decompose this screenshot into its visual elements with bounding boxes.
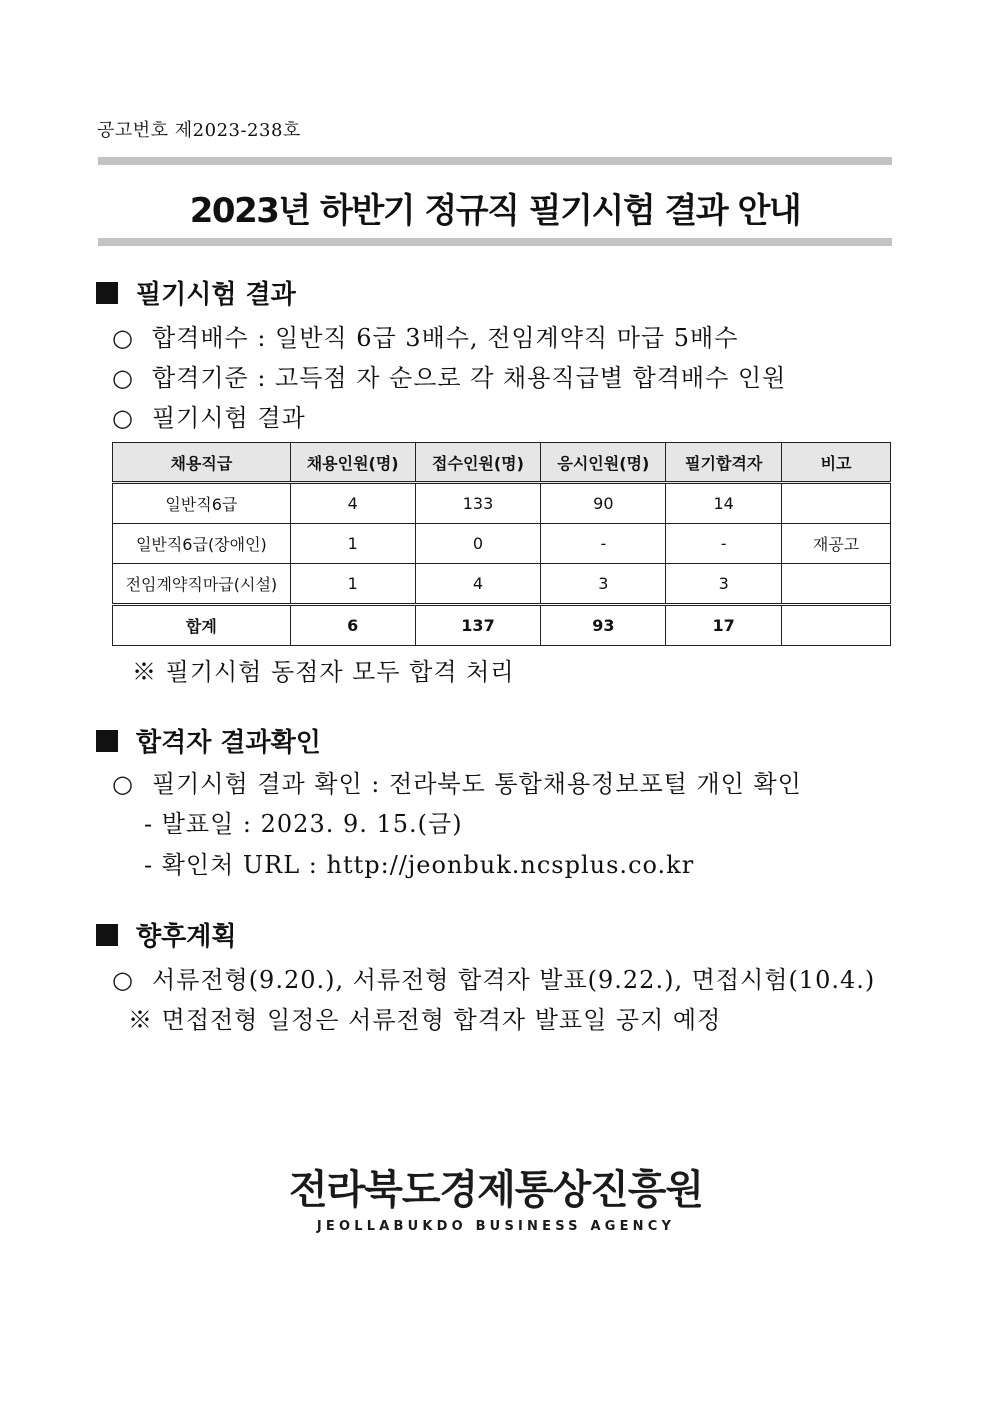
table-cell: 일반직6급 [113,483,291,524]
org-name-en: JEOLLABUKDO BUSINESS AGENCY [316,1219,676,1234]
title-top-bar [98,157,892,165]
table-cell: 14 [666,483,782,524]
circle-bullet-icon: ○ [112,364,134,392]
table-cell: 6 [290,605,415,646]
table-cell: - [541,524,666,564]
list-item [112,398,306,433]
table-cell: 0 [415,524,541,564]
table-cell: 3 [541,564,666,605]
section-heading-results [96,274,296,311]
list-item-text: 합격기준 : 고득점 자 순으로 각 채용직급별 합격배수 인원 [151,364,787,392]
table-cell: 일반직6급(장애인) [113,524,291,564]
announce-date: - 발표일 : 2023. 9. 15.(금) [144,810,463,838]
table-cell: 90 [541,483,666,524]
list-item [112,960,875,995]
table-header-row [113,443,891,483]
notice-number: 공고번호 제2023-238호 [97,120,301,141]
circle-bullet-icon: ○ [112,404,134,432]
column-header: 채용직급 [113,443,291,483]
list-item [112,764,802,799]
section-heading-label: 필기시험 결과 [136,280,296,310]
table-total-row [113,605,891,646]
interview-note: ※ 면접전형 일정은 서류전형 합격자 발표일 공지 예정 [128,1006,722,1034]
column-header: 필기합격자 [666,443,782,483]
table-cell: 1 [290,524,415,564]
circle-bullet-icon: ○ [112,770,134,798]
table-cell [782,605,891,646]
section-heading-plan [96,916,236,953]
square-bullet-icon [96,282,118,304]
table-cell: 17 [666,605,782,646]
table-cell: 합계 [113,605,291,646]
table-row [113,524,891,564]
list-item [112,358,786,393]
list-item-text: 필기시험 결과 확인 : 전라북도 통합채용정보포털 개인 확인 [151,770,802,798]
section-heading-check [96,722,321,759]
org-name-ko: 전라북도경제통상진흥원 [288,1167,704,1213]
table-cell: 4 [290,483,415,524]
title-bottom-bar [98,238,892,246]
square-bullet-icon [96,924,118,946]
tie-note: ※ 필기시험 동점자 모두 합격 처리 [132,658,515,686]
list-item-text: 필기시험 결과 [151,404,306,432]
table-cell: 93 [541,605,666,646]
list-item-text: 합격배수 : 일반직 6급 3배수, 전임계약직 마급 5배수 [151,324,739,352]
check-url: - 확인처 URL : http://jeonbuk.ncsplus.co.kr [144,851,695,879]
table-row [113,483,891,524]
column-header: 채용인원(명) [290,443,415,483]
section-heading-label: 향후계획 [136,922,237,952]
list-item-text: 서류전형(9.20.), 서류전형 합격자 발표(9.22.), 면접시험(10.4.) [151,966,876,994]
org-logo [0,1158,992,1234]
column-header: 응시인원(명) [541,443,666,483]
column-header: 접수인원(명) [415,443,541,483]
square-bullet-icon [96,730,118,752]
circle-bullet-icon: ○ [112,966,134,994]
table-cell: 3 [666,564,782,605]
circle-bullet-icon: ○ [112,324,134,352]
table-cell [782,564,891,605]
table-cell: 재공고 [782,524,891,564]
list-item [112,318,738,353]
page-title: 2023년 하반기 정규직 필기시험 결과 안내 [189,191,801,231]
table-cell: 전임계약직마급(시설) [113,564,291,605]
table-cell: 133 [415,483,541,524]
column-header: 비고 [782,443,891,483]
table-cell: - [666,524,782,564]
table-cell: 1 [290,564,415,605]
table-cell: 137 [415,605,541,646]
results-table [112,442,891,646]
table-cell: 4 [415,564,541,605]
section-heading-label: 합격자 결과확인 [136,728,321,758]
table-cell [782,483,891,524]
table-row [113,564,891,605]
